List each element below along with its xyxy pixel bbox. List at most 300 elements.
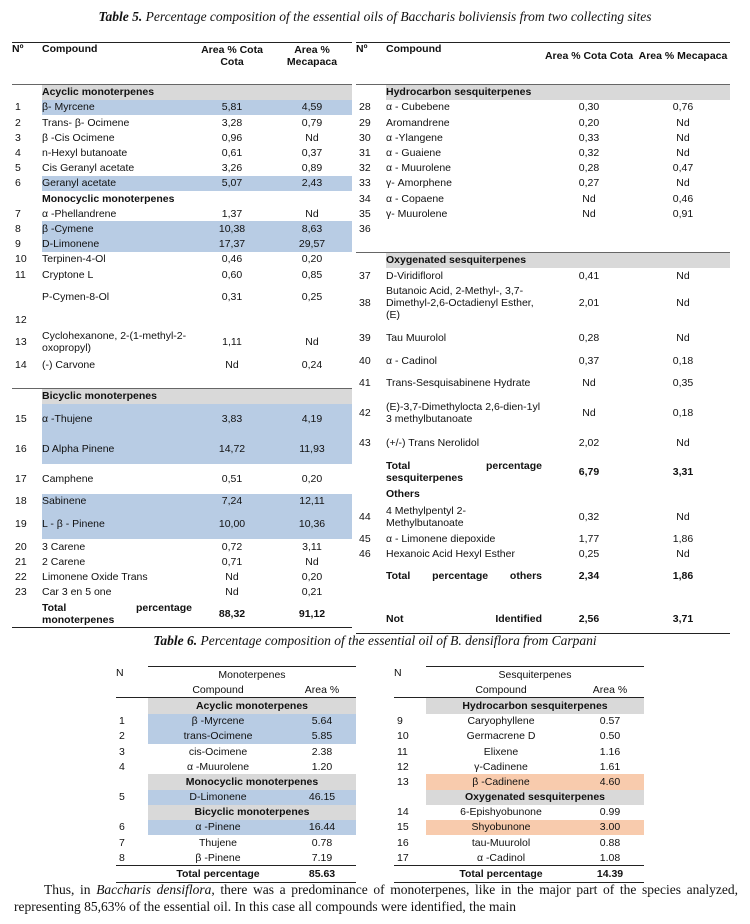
area-cota-cota: 0,31 — [221, 291, 243, 304]
row-number: 44 — [359, 510, 371, 523]
row-number: 16 — [397, 836, 409, 849]
row-number — [394, 866, 426, 882]
area-value: 3.00 — [576, 820, 644, 835]
table-row — [12, 191, 352, 206]
header-compound: Compound — [386, 43, 442, 55]
row-number: 17 — [15, 472, 27, 485]
table-row — [356, 100, 730, 115]
table-row — [12, 145, 352, 160]
area-value: 16.44 — [288, 820, 356, 835]
area-cota-cota: 0,32 — [578, 510, 600, 523]
compound-name: Car 3 en 5 one — [42, 586, 112, 599]
row-number: 1 — [119, 715, 125, 728]
area-cota-cota: 0,60 — [221, 268, 243, 281]
total-label: Total percentage — [459, 868, 543, 881]
table-row — [356, 283, 730, 323]
row-number: 8 — [15, 222, 21, 235]
compound-name: Hexanoic Acid Hexyl Esther — [386, 548, 515, 561]
table-row — [394, 744, 644, 759]
area-mecapaca: Nd — [676, 147, 690, 160]
row-number: 11 — [15, 268, 26, 281]
row-number: 8 — [119, 851, 125, 864]
area-cota-cota: 0,46 — [221, 253, 243, 266]
compound-name: 3 Carene — [42, 540, 86, 553]
area-cota-cota: 10,38 — [192, 221, 272, 236]
compound-name: (-) Carvone — [42, 358, 96, 371]
area-mecapaca: 0,89 — [301, 162, 323, 175]
table6-caption — [0, 633, 750, 649]
area-mecapaca: Nd — [676, 548, 690, 561]
area-cota-cota: 0,61 — [221, 147, 243, 160]
area-cota-cota: 14,72 — [192, 434, 272, 464]
compound-name: Caryophyllene — [467, 715, 535, 728]
compound-name: 4 Methylpentyl 2-Methylbutanoate — [386, 504, 466, 529]
paragraph-text-post: , there was a predominance of monoterpenes, like in the major part of the species analyzed, representing 85,63% of the essential oil. In this case all compounds were identified, the main — [14, 882, 738, 914]
area-mecapaca: Nd — [676, 437, 690, 450]
row-number: 6 — [15, 177, 21, 190]
row-number — [356, 562, 386, 590]
compound-name: α -Pinene — [148, 820, 288, 835]
area-cota-cota: 5,07 — [192, 176, 272, 191]
area-mecapaca: 0,20 — [301, 571, 323, 584]
area-value: 1.16 — [599, 745, 621, 758]
row-number: 12 — [397, 760, 409, 773]
section-heading: Monocyclic monoterpenes — [148, 774, 356, 789]
row-number: 38 — [359, 297, 371, 310]
header-n: N — [116, 666, 124, 679]
area-mecapaca: 10,36 — [272, 509, 352, 539]
area-cota-cota: 0,72 — [221, 540, 243, 553]
row-number: 14 — [15, 358, 27, 371]
compound-name: β -Cadinene — [426, 774, 576, 789]
table-row — [356, 428, 730, 458]
area-mecapaca — [272, 312, 352, 327]
area-value: 0.99 — [599, 806, 621, 819]
area-cota-cota: 6,79 — [578, 466, 600, 479]
area-value: 1.08 — [599, 851, 621, 864]
area-cota-cota: 2,56 — [578, 612, 600, 625]
table-row — [356, 237, 730, 253]
table-row — [356, 161, 730, 176]
compound-name: Sabinene — [42, 494, 192, 509]
table-row — [394, 698, 644, 714]
row-number: 1 — [15, 101, 21, 114]
row-number: 43 — [359, 437, 371, 450]
row-number: 10 — [15, 253, 27, 266]
row-number: 33 — [359, 177, 371, 190]
header-compound: Compound — [192, 683, 244, 696]
area-mecapaca: 1,86 — [672, 533, 694, 546]
table-row — [12, 464, 352, 494]
table-row — [12, 312, 352, 327]
row-number: 2 — [15, 116, 21, 129]
table-row — [356, 145, 730, 160]
table-row — [12, 221, 352, 236]
row-number: 42 — [359, 407, 371, 420]
area-cota-cota: 0,37 — [578, 354, 600, 367]
row-number: 11 — [397, 745, 408, 758]
row-number: 4 — [15, 147, 21, 160]
compound-name: (+/-) Trans Nerolidol — [386, 437, 480, 450]
compound-name: α - Muurolene — [386, 162, 452, 175]
compound-name: L - β - Pinene — [42, 509, 192, 539]
table-row — [12, 252, 352, 267]
table-row — [356, 252, 730, 268]
area-mecapaca: 0,20 — [301, 253, 323, 266]
table-row — [12, 69, 352, 85]
table-row — [356, 221, 730, 236]
table5-caption-text: Percentage composition of the essential oils of Baccharis boliviensis from two collecting sites — [145, 9, 652, 24]
area-cota-cota: 88,32 — [218, 607, 246, 620]
area-value: 1.20 — [311, 760, 333, 773]
area-value: 0.78 — [311, 836, 333, 849]
area-mecapaca: 0,37 — [301, 147, 323, 160]
header-mecapaca: Area % Mecapaca — [638, 49, 728, 62]
table-row — [356, 191, 730, 206]
section-heading: Hydrocarbon sesquiterpenes — [426, 698, 644, 714]
table-row — [356, 206, 730, 221]
area-mecapaca: 0,47 — [672, 162, 694, 175]
header-area: Area % — [304, 683, 340, 696]
row-number: 13 — [15, 336, 27, 349]
row-number: 14 — [397, 806, 409, 819]
header-number: Nº — [356, 43, 368, 55]
area-cota-cota: 0,41 — [578, 269, 600, 282]
area-cota-cota: 3,28 — [221, 116, 243, 129]
area-cota-cota: 2,02 — [578, 437, 600, 450]
area-value: 0.50 — [599, 730, 621, 743]
area-cota-cota: Nd — [582, 192, 596, 205]
row-number: 39 — [359, 332, 371, 345]
compound-name: γ- Muurolene — [386, 207, 448, 220]
area-cota-cota: 0,51 — [221, 472, 243, 485]
header-compound: Compound — [475, 683, 527, 696]
area-value: 7.19 — [311, 851, 333, 864]
area-mecapaca: 4,59 — [272, 100, 352, 115]
section-heading: Oxygenated sesquiterpenes — [386, 252, 730, 268]
compound-name: D-Limonene — [148, 790, 288, 805]
compound-name: Cis Geranyl acetate — [42, 162, 135, 175]
header-area: Area % — [592, 683, 628, 696]
area-value: 46.15 — [288, 790, 356, 805]
area-mecapaca: 0,24 — [301, 358, 323, 371]
table-row — [356, 532, 730, 547]
table-row — [12, 585, 352, 600]
header-cota-cota: Area % Cota Cota — [201, 43, 263, 68]
area-mecapaca: Nd — [305, 131, 319, 144]
table-row — [356, 486, 730, 501]
compound-name: Cryptone L — [42, 268, 94, 281]
area-value: 5.64 — [288, 714, 356, 729]
area-mecapaca: 0,18 — [672, 407, 694, 420]
area-mecapaca: 0,85 — [301, 268, 323, 281]
total-label: Total percentage — [176, 868, 260, 881]
compound-name: Thujene — [199, 836, 237, 849]
row-number: 7 — [119, 836, 125, 849]
compound-name: Elixene — [483, 745, 519, 758]
area-cota-cota: Nd — [225, 358, 239, 371]
area-cota-cota: 3,83 — [192, 404, 272, 434]
table-row — [356, 176, 730, 191]
row-number: 9 — [397, 715, 403, 728]
row-number: 35 — [359, 207, 371, 220]
table5-caption-label: Table 5. — [98, 9, 143, 24]
row-number: 32 — [359, 162, 371, 175]
row-number — [356, 458, 386, 486]
area-cota-cota: 3,26 — [221, 162, 243, 175]
table-row — [356, 130, 730, 145]
table-row — [116, 850, 356, 866]
row-number: 10 — [397, 730, 409, 743]
compound-name: P-Cymen-8-Ol — [42, 291, 110, 304]
compound-name: α -Cadinol — [476, 851, 526, 864]
table-row — [12, 100, 352, 115]
area-mecapaca: 0,79 — [301, 116, 323, 129]
compound-name: trans-Ocimene — [148, 729, 288, 744]
compound-name: 6-Epishyobunone — [460, 806, 542, 819]
row-number — [12, 600, 42, 628]
table-row — [116, 759, 356, 774]
area-mecapaca: Nd — [676, 510, 690, 523]
area-cota-cota: Nd — [225, 586, 239, 599]
table-row — [356, 84, 730, 100]
area-cota-cota: 1,77 — [578, 533, 600, 546]
table-row — [394, 850, 644, 866]
row-number: 41 — [359, 377, 371, 390]
area-cota-cota: Nd — [225, 571, 239, 584]
table-row — [356, 458, 730, 486]
table-row — [12, 206, 352, 221]
compound-name: (E)-3,7-Dimethylocta 2,6-dien-1yl 3 methylbutanoate — [386, 401, 541, 426]
row-number: 34 — [359, 192, 371, 205]
area-value: 85.63 — [308, 868, 336, 881]
area-mecapaca: Nd — [676, 131, 690, 144]
row-number: 12 — [15, 313, 27, 326]
table6-caption-text: Percentage composition of the essential oil of B. densiflora from Carpani — [200, 633, 597, 648]
table-row — [356, 115, 730, 130]
row-number: 23 — [15, 586, 27, 599]
table-row — [356, 69, 730, 85]
table-row — [12, 327, 352, 357]
area-value: 5.85 — [288, 729, 356, 744]
table-row — [12, 176, 352, 191]
area-mecapaca: Nd — [676, 332, 690, 345]
area-cota-cota: 17,37 — [192, 237, 272, 252]
area-mecapaca: Nd — [305, 207, 319, 220]
row-number: 3 — [15, 131, 21, 144]
compound-name: β- Myrcene — [42, 100, 192, 115]
area-cota-cota: 2,01 — [578, 297, 600, 310]
row-number: 37 — [359, 269, 371, 282]
row-number: 5 — [119, 791, 125, 804]
row-number: 17 — [397, 851, 409, 864]
table-row — [394, 774, 644, 789]
compound-name — [42, 312, 192, 327]
paragraph-species: Baccharis densiflora — [96, 882, 212, 897]
area-mecapaca: 0,91 — [672, 207, 694, 220]
area-mecapaca: 0,46 — [672, 192, 694, 205]
table-row — [356, 562, 730, 590]
area-value: 2.38 — [311, 745, 333, 758]
table-row — [12, 494, 352, 509]
area-mecapaca: 0,20 — [301, 472, 323, 485]
compound-name — [386, 221, 542, 236]
area-mecapaca: Nd — [676, 116, 690, 129]
area-cota-cota: 0,30 — [578, 101, 600, 114]
table-row — [394, 790, 644, 805]
table-row — [394, 820, 644, 835]
row-number — [116, 866, 148, 882]
table5-left-body — [12, 69, 352, 628]
table-row — [12, 282, 352, 312]
area-cota-cota: 0,96 — [221, 131, 243, 144]
compound-name: 2 Carene — [42, 555, 86, 568]
header-n: N — [394, 666, 402, 679]
row-number — [356, 605, 386, 633]
subsection-heading: Others — [386, 487, 420, 500]
row-number: 21 — [15, 555, 27, 568]
area-mecapaca: Nd — [305, 555, 319, 568]
table-row — [356, 502, 730, 532]
compound-name: Germacrene D — [466, 730, 536, 743]
body-paragraph — [14, 881, 738, 915]
area-mecapaca — [636, 221, 730, 236]
table6-left — [116, 666, 356, 883]
table5-caption — [0, 9, 750, 25]
area-mecapaca: 0,35 — [672, 377, 694, 390]
table6-right — [394, 666, 644, 883]
table-row — [116, 790, 356, 805]
compound-name: α -Thujene — [42, 404, 192, 434]
compound-name: β -Myrcene — [148, 714, 288, 729]
row-number: 40 — [359, 354, 371, 367]
table-row — [356, 398, 730, 428]
table-row — [116, 714, 356, 729]
table-row — [12, 434, 352, 464]
table-row — [116, 866, 356, 882]
compound-name: α - Cubebene — [386, 101, 450, 114]
table-row — [394, 805, 644, 820]
compound-name: Camphene — [42, 472, 94, 485]
area-mecapaca: 3,31 — [672, 466, 694, 479]
compound-name: Tau Muurolol — [386, 332, 447, 345]
area-mecapaca: 91,12 — [298, 607, 326, 620]
area-cota-cota: Nd — [582, 207, 596, 220]
compound-name: Aromandrene — [386, 116, 450, 129]
area-mecapaca: 3,11 — [302, 540, 322, 553]
table-row — [394, 835, 644, 850]
table-row — [116, 698, 356, 714]
area-value: 1.61 — [599, 760, 621, 773]
compound-name: cis-Ocimene — [188, 745, 248, 758]
area-cota-cota: 2,34 — [578, 569, 600, 582]
table6-left-body — [116, 698, 356, 882]
table-row — [116, 729, 356, 744]
table-row — [12, 373, 352, 389]
monoterpenes-group-header: Monoterpenes — [148, 667, 356, 683]
row-number: 31 — [359, 147, 371, 160]
compound-name: D-Viridiflorol — [386, 269, 443, 282]
compound-name: α - Cadinol — [386, 354, 438, 367]
area-cota-cota: 1,37 — [221, 207, 243, 220]
area-mecapaca: Nd — [676, 297, 690, 310]
table5-right — [356, 42, 730, 634]
table-row — [12, 539, 352, 554]
table5-right-body — [356, 69, 730, 634]
area-mecapaca: 0,18 — [672, 354, 694, 367]
table-row — [356, 353, 730, 368]
row-number: 5 — [15, 162, 21, 175]
compound-name: Terpinen-4-Ol — [42, 253, 106, 266]
compound-name: α - Limonene diepoxide — [386, 533, 496, 546]
row-number: 45 — [359, 533, 371, 546]
compound-name: α -Phellandrene — [42, 207, 117, 220]
area-mecapaca: 29,57 — [272, 237, 352, 252]
row-number: 19 — [15, 518, 27, 531]
paragraph-text-pre: Thus, in — [44, 882, 97, 897]
area-value: 0.57 — [599, 715, 621, 728]
row-number: 28 — [359, 101, 371, 114]
row-number: 22 — [15, 571, 27, 584]
area-value: 14.39 — [596, 868, 624, 881]
table-row — [356, 368, 730, 398]
table-row — [116, 805, 356, 820]
row-number: 20 — [15, 540, 27, 553]
compound-name: tau-Muurolol — [471, 836, 531, 849]
area-mecapaca: 4,19 — [272, 404, 352, 434]
row-number: 13 — [397, 775, 409, 788]
area-mecapaca: 3,71 — [672, 612, 694, 625]
area-cota-cota: 0,27 — [578, 177, 600, 190]
table-row — [394, 759, 644, 774]
area-mecapaca: 1,86 — [672, 569, 694, 582]
table-row — [12, 509, 352, 539]
table-row — [12, 161, 352, 176]
sesquiterpenes-group-header: Sesquiterpenes — [426, 667, 644, 683]
row-number: 46 — [359, 548, 371, 561]
compound-name: α - Guaiene — [386, 147, 442, 160]
row-number: 3 — [119, 745, 125, 758]
table-row — [12, 404, 352, 434]
table-row — [12, 267, 352, 282]
area-mecapaca: Nd — [305, 336, 319, 349]
table-row — [356, 323, 730, 353]
compound-name: Shyobunone — [426, 820, 576, 835]
row-number: 15 — [15, 412, 27, 425]
row-number: 2 — [119, 730, 125, 743]
table-row — [356, 605, 730, 633]
area-cota-cota — [192, 312, 272, 327]
total-label: Total percentage others — [386, 569, 542, 582]
compound-name: Cyclohexanone, 2-(1-methyl-2-oxopropyl) — [42, 330, 187, 355]
area-cota-cota: 0,71 — [221, 555, 243, 568]
table-row — [394, 729, 644, 744]
area-mecapaca: 0,25 — [301, 291, 323, 304]
area-mecapaca: Nd — [676, 269, 690, 282]
table-row — [12, 237, 352, 252]
compound-name: β -Cis Ocimene — [42, 131, 115, 144]
section-heading: Oxygenated sesquiterpenes — [426, 790, 644, 805]
compound-name: γ-Cadinene — [474, 760, 528, 773]
table6-right-body — [394, 698, 644, 882]
table-row — [356, 590, 730, 605]
compound-name: β -Pinene — [195, 851, 241, 864]
compound-name: α -Ylangene — [386, 131, 443, 144]
area-cota-cota: 0,33 — [578, 131, 600, 144]
area-mecapaca: 2,43 — [272, 176, 352, 191]
table5-left — [12, 42, 352, 628]
compound-name: D-Limonene — [42, 237, 192, 252]
